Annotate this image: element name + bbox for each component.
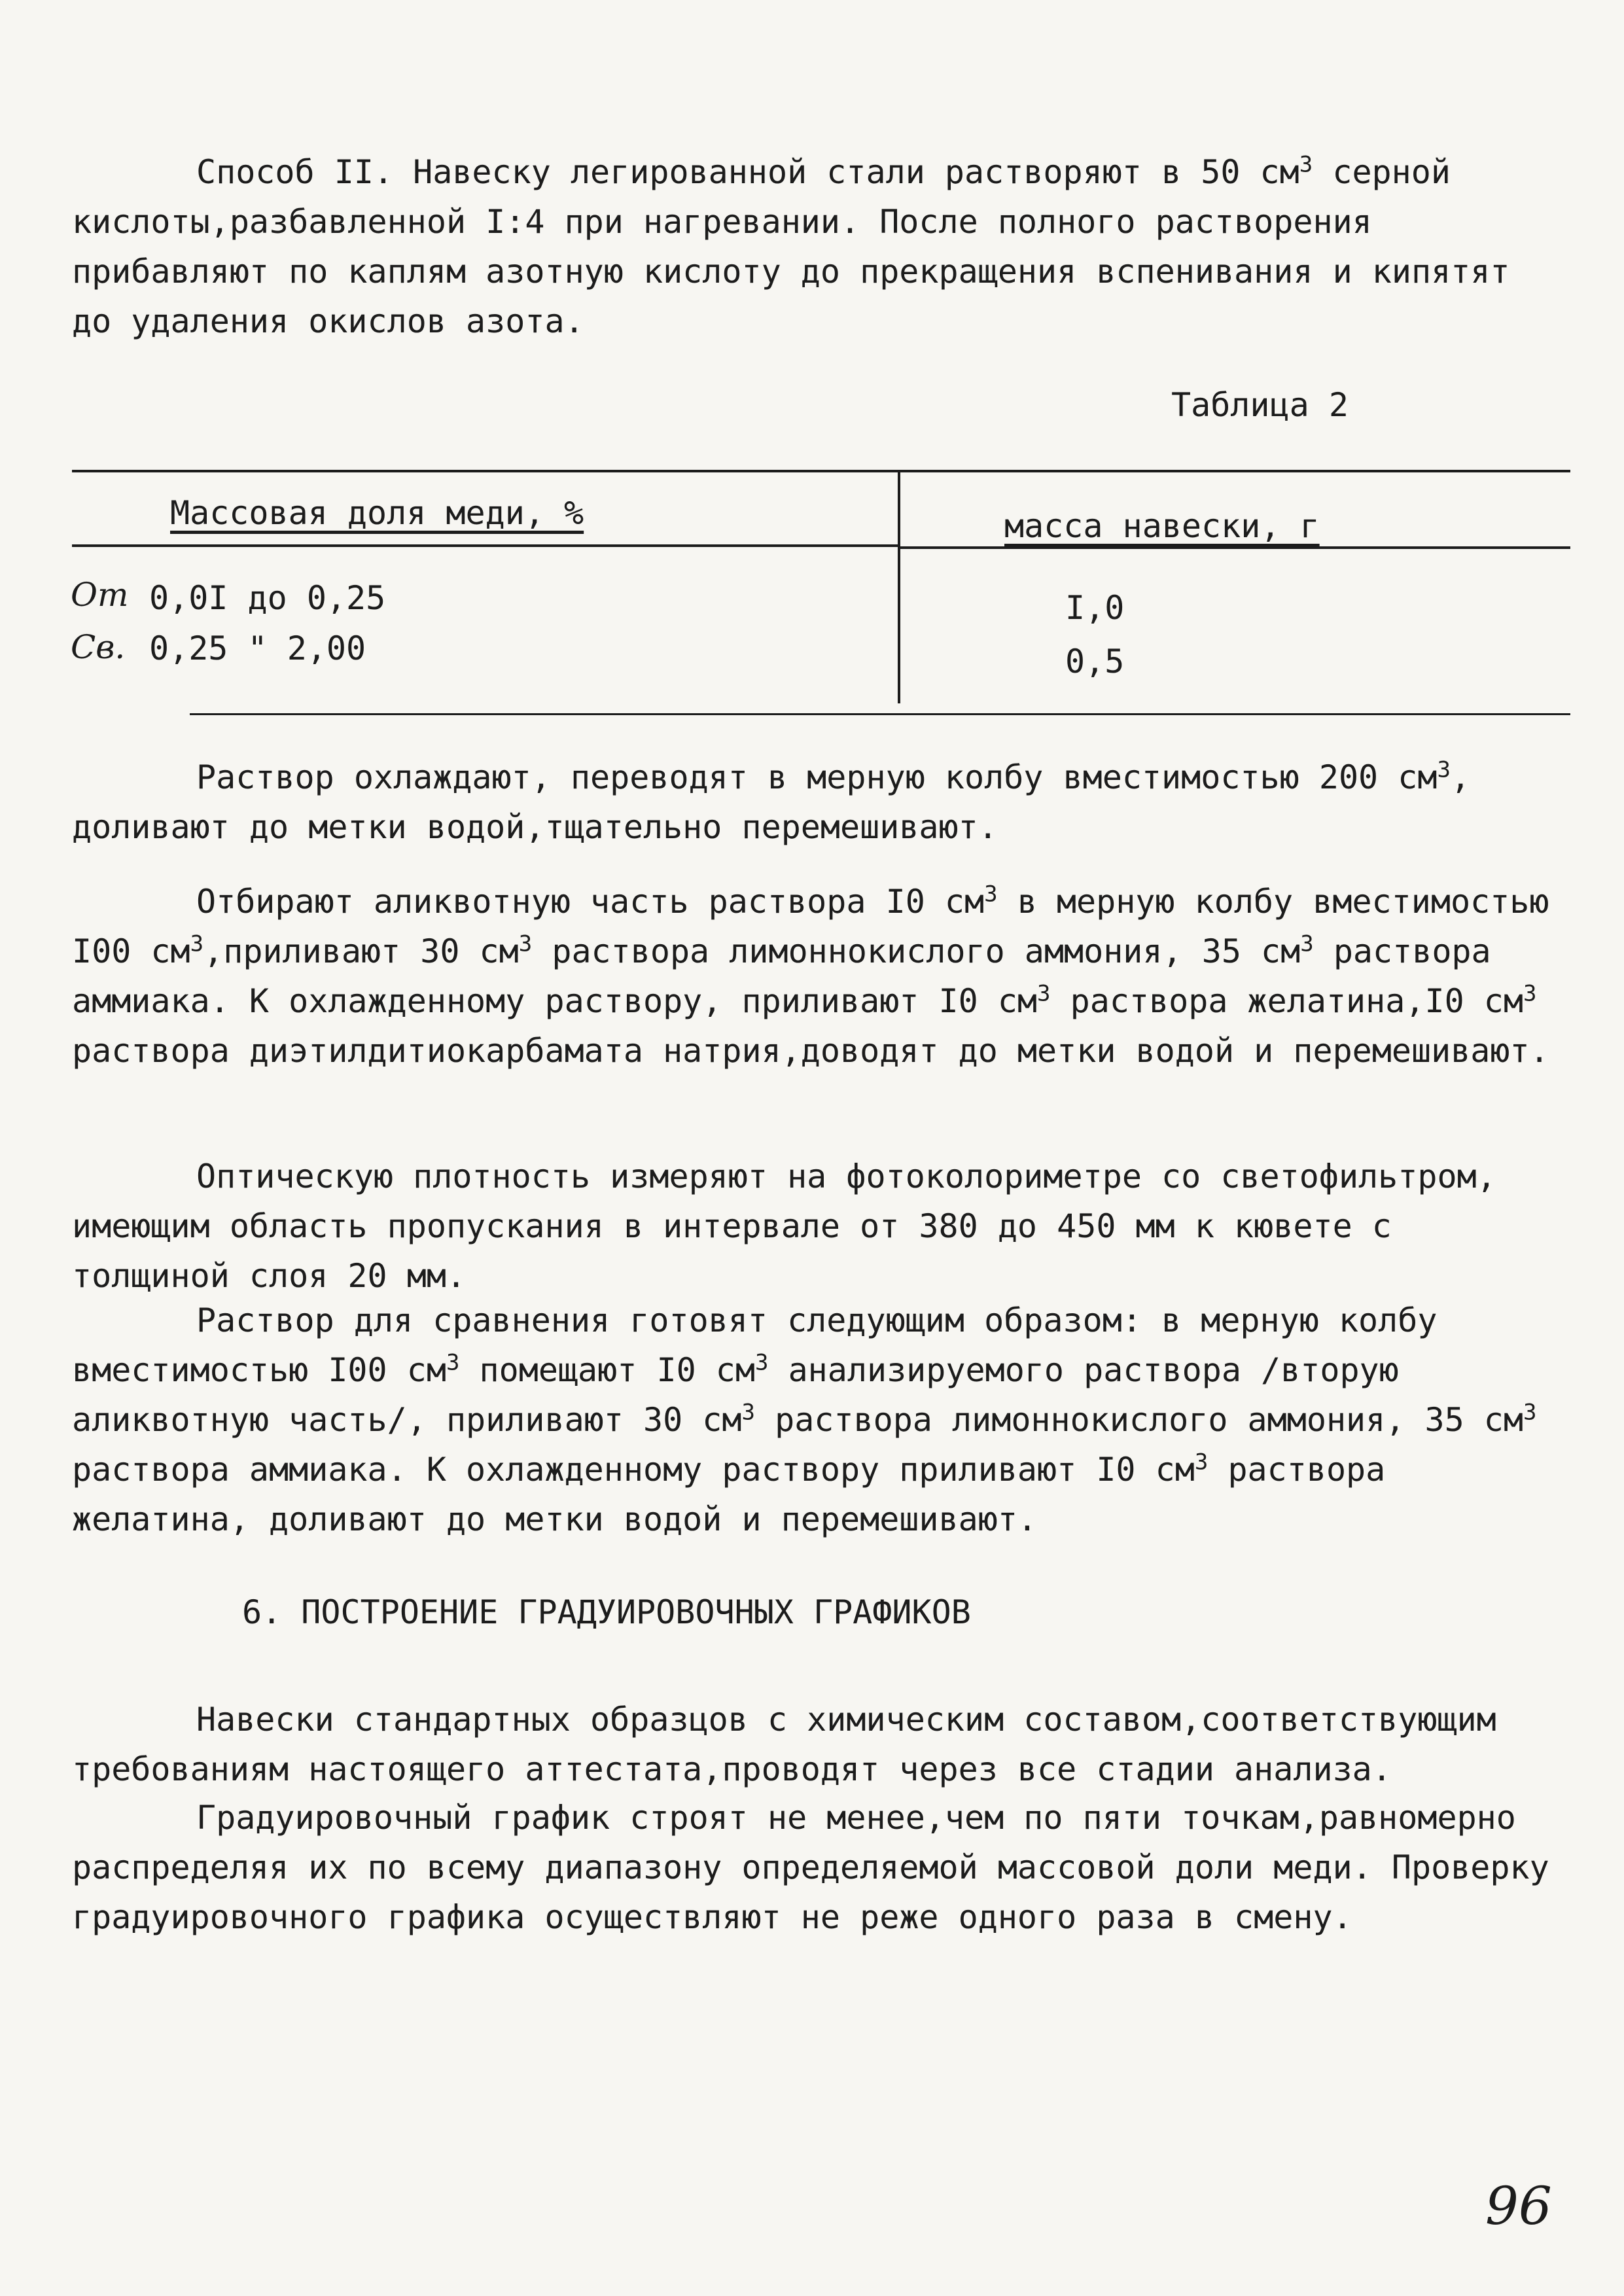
paragraph-aliquot: Отбирают аликвотную часть раствора I0 $см^3$ в мерную колбу вместимостью I00 $см^3,приливают$ 30 $см^3$ раствора лимоннокислого аммония, 35 $см^3$ раствора аммиака. К охлажденному раствору, приливают I0 $см^3$ раствора желатина,I0 $см^3$ раствора диэтилдитиокарбамата натрия,доводят до метки водой и перемешивают. xyxy=(72,881,1549,1070)
page-number: 96 xyxy=(1485,2176,1552,2236)
table-bottom-rule xyxy=(190,713,1570,715)
table-header-copper-fraction: Массовая доля меди, % xyxy=(170,494,584,532)
table-cell-range: 0,25 " 2,00 xyxy=(149,629,366,667)
paragraph-standard-samples: Навески стандартных образцов с химическим составом,соответствующим требованиям настоящего аттестата,проводят через все стадии анализа. xyxy=(72,1701,1496,1788)
table-column-divider xyxy=(898,471,900,703)
section-title: 6. ПОСТРОЕНИЕ ГРАДУИРОВОЧНЫХ ГРАФИКОВ xyxy=(242,1593,971,1631)
table-header-rule-left xyxy=(72,544,900,547)
paragraph-calibration-graph: Градуировочный график строят не менее,чем по пяти точкам,равномерно распределяя их по всему диапазону определяемой массовой доли меди. Проверку градуировочного графика осуществляют не реже одного раза в смену. xyxy=(72,1799,1549,1936)
paragraph-method-2: Способ II. Навеску легированной стали растворяют в 50 $см^3$ серной кислоты,разбавленной I:4 при нагревании. После полного растворения прибавляют по каплям азотную кислоту до прекращения вспенивания и кипятят до удаления окислов азота. xyxy=(72,151,1510,340)
table-cell-range: 0,0I до 0,25 xyxy=(149,579,386,617)
table-header-rule-right xyxy=(898,546,1570,549)
table-caption: Таблица 2 xyxy=(1171,386,1349,424)
table-top-rule xyxy=(72,470,1570,472)
table-cell-mass: 0,5 xyxy=(1065,643,1125,680)
paragraph-optical-density: Оптическую плотность измеряют на фотоколориметре со светофильтром, имеющим область пропускания в интервале от 380 до 450 мм к кювете с толщиной слоя 20 мм. xyxy=(72,1157,1496,1295)
paragraph-reference-solution: Раствор для сравнения готовят следующим образом: в мерную колбу вместимостью I00 $см^3$ помещают I0 $см^3$ анализируемого раствора /вторую аликвотную часть/, приливают 30 $см^3$ раствора лимоннокислого аммония, 35 $см^3$ раствора аммиака. К охлажденному раствору приливают I0 $см^3$ раствора желатина, доливают до метки водой и перемешивают. xyxy=(72,1301,1537,1538)
paragraph-cooling: Раствор охлаждают, переводят в мерную колбу вместимостью 200 $см^3$, доливают до метки водой,тщательно перемешивают. xyxy=(72,756,1471,846)
table-row-prefix: От xyxy=(71,576,129,614)
table-cell-mass: I,0 xyxy=(1065,589,1125,627)
table-header-sample-mass: масса навески, г xyxy=(1004,507,1320,545)
table-row-prefix: Св. xyxy=(71,628,126,666)
